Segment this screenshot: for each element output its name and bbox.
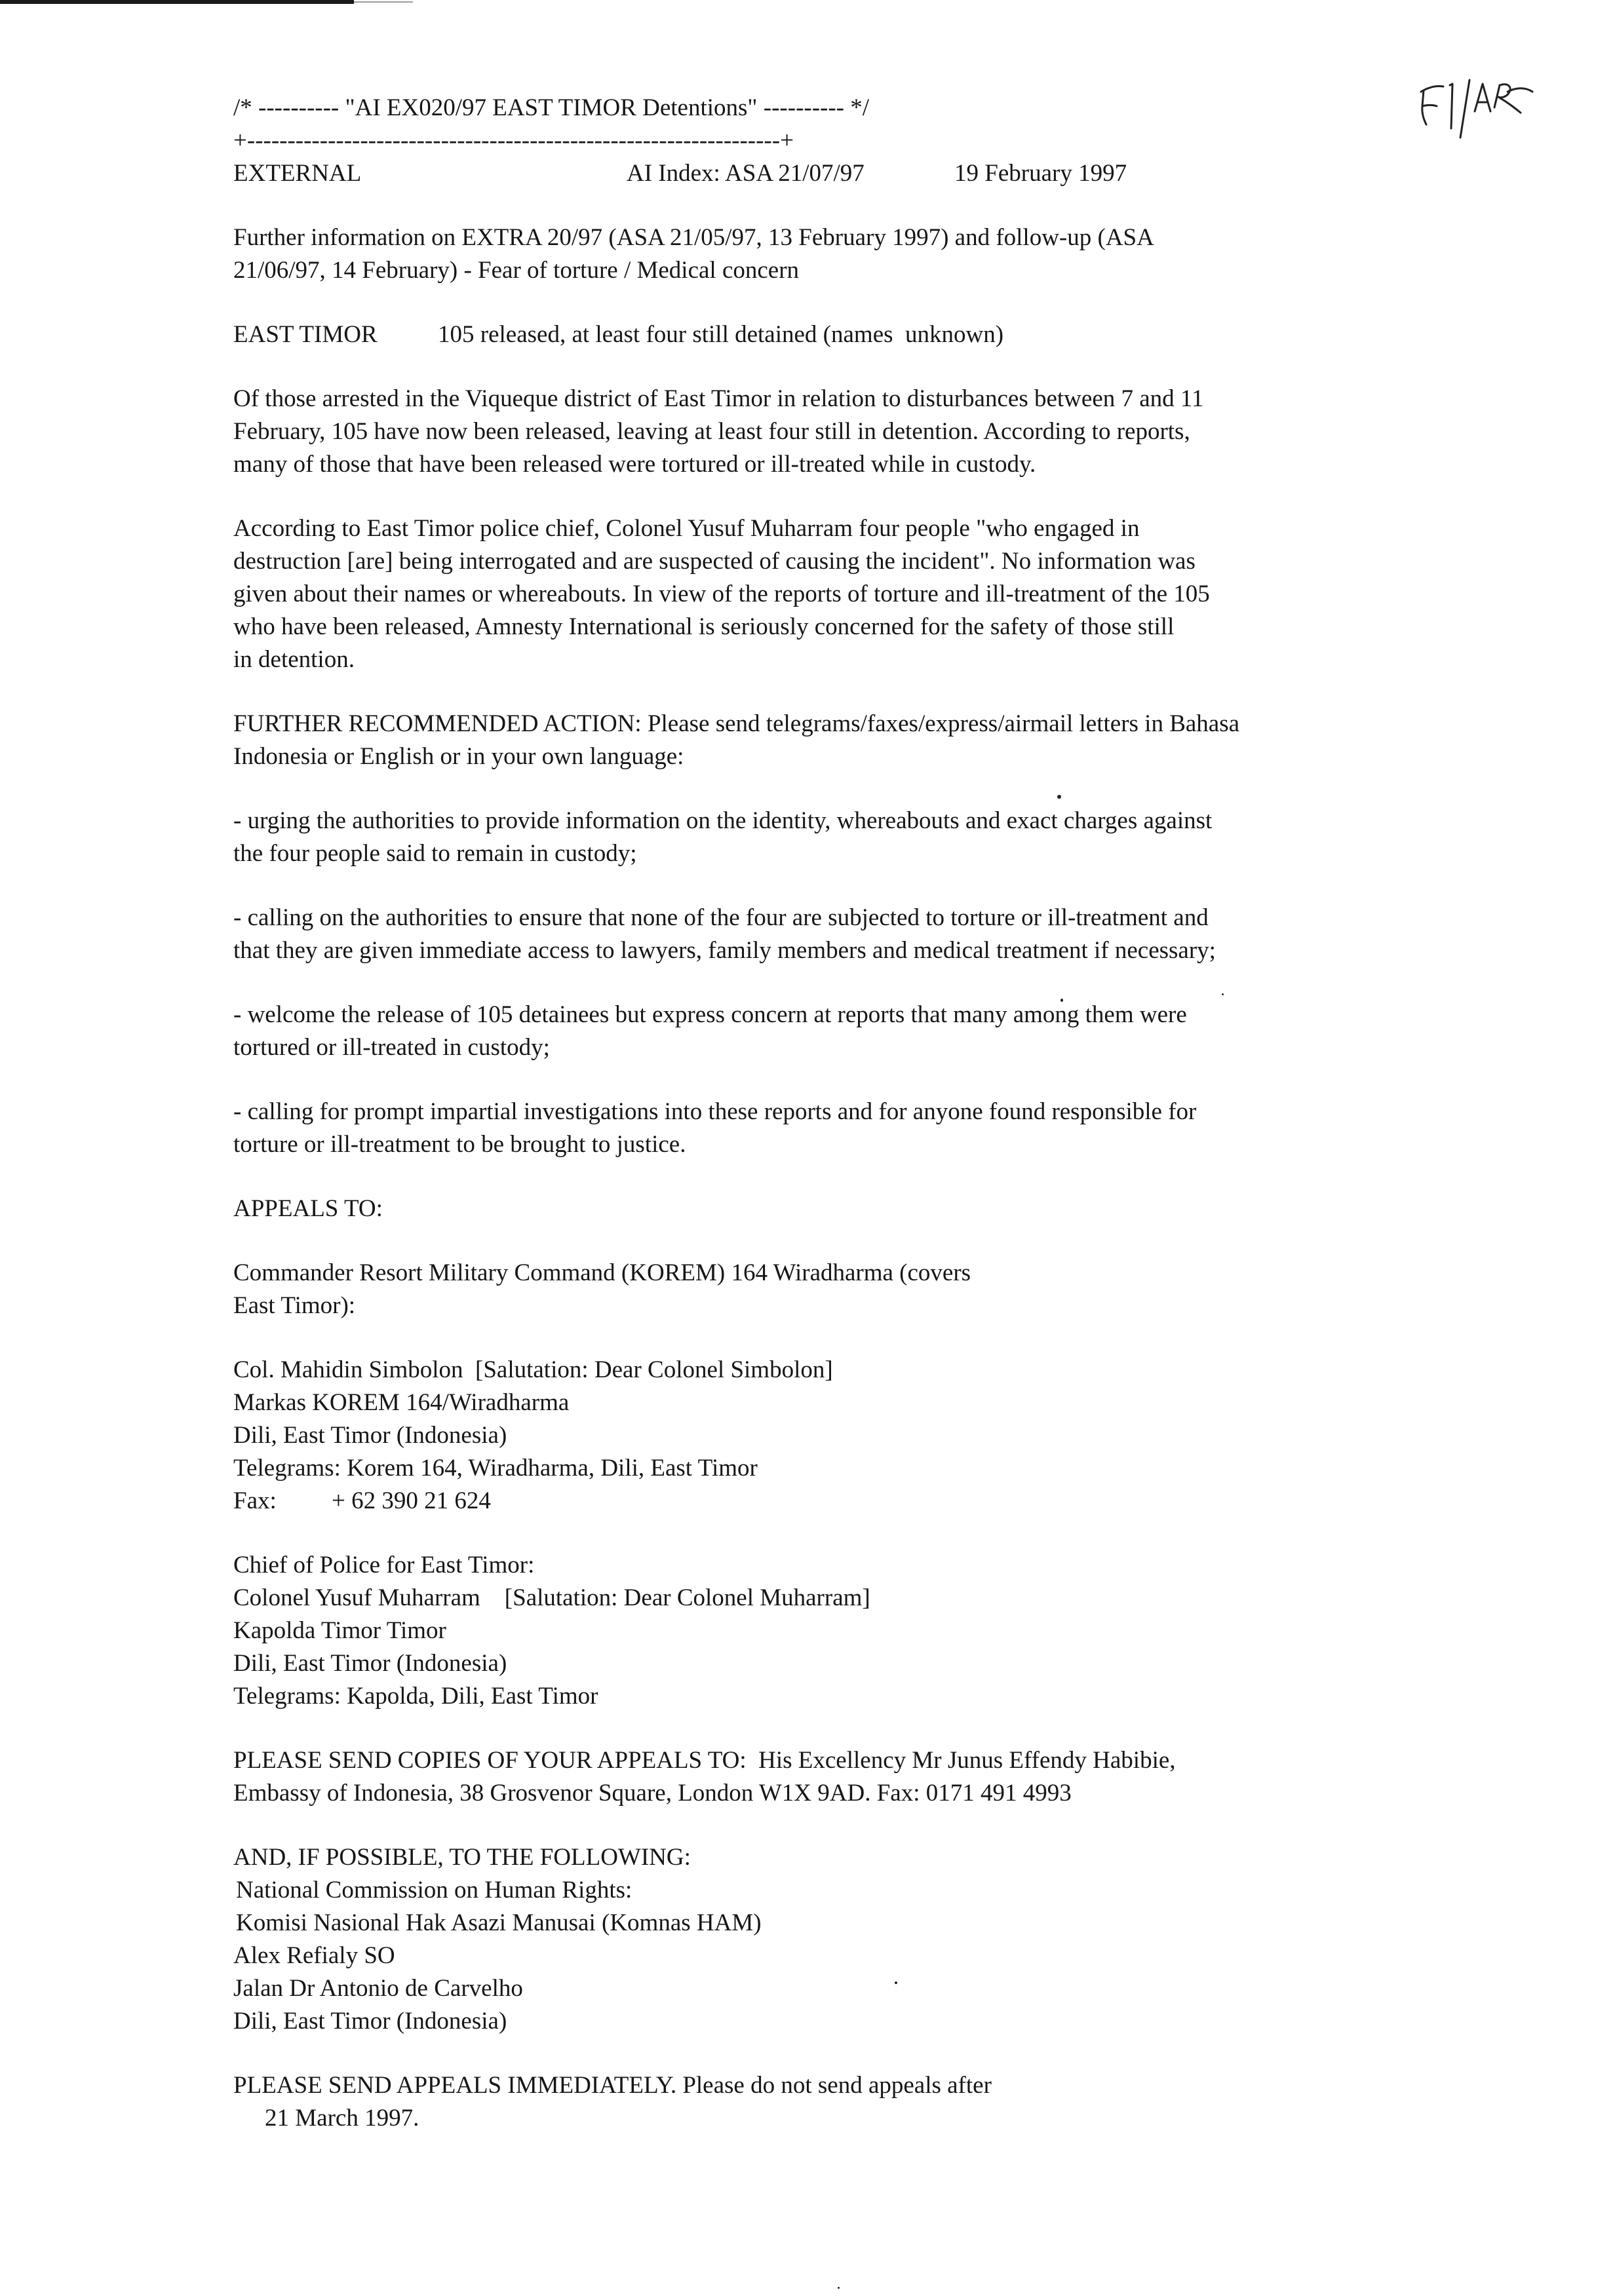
address-line: Chief of Police for East Timor: [233, 1552, 535, 1578]
country-label: EAST TIMOR [233, 321, 378, 348]
action-item-line: - calling for prompt impartial investigations into these reports and for anyone found responsible for [233, 1098, 1197, 1125]
address-line: Markas KOREM 164/Wiradharma [233, 1389, 570, 1416]
action-item-identity [233, 805, 1413, 870]
copies-line: PLEASE SEND COPIES OF YOUR APPEALS TO: His Excellency Mr Junus Effendy Habibie, [233, 1747, 1176, 1774]
commander-intro-line: Commander Resort Military Command (KOREM) 164 Wiradharma (covers [233, 1259, 971, 1286]
body-line: Of those arrested in the Viqueque district of East Timor in relation to disturbances between 7 and 11 [233, 385, 1204, 412]
copies-paragraph [233, 1744, 1413, 1810]
body-paragraph-police-chief [233, 512, 1413, 676]
body-line: given about their names or whereabouts. In view of the reports of torture and ill-treatment of the 105 [233, 581, 1210, 607]
address-line: Dili, East Timor (Indonesia) [233, 1650, 507, 1677]
commander-address [233, 1354, 1413, 1518]
address-line: Col. Mahidin Simbolon [Salutation: Dear Colonel Simbolon] [233, 1356, 833, 1383]
copies-line: Embassy of Indonesia, 38 Grosvenor Square, London W1X 9AD. Fax: 0171 491 4993 [233, 1780, 1072, 1807]
fax-line [233, 1485, 1413, 1518]
header-comment-line: /* ---------- "AI EX020/97 EAST TIMOR Detentions" ---------- */ [233, 94, 870, 121]
action-item-line: tortured or ill-treated in custody; [233, 1034, 550, 1061]
body-line: According to East Timor police chief, Colonel Yusuf Muharram four people "who engaged in [233, 515, 1140, 542]
body-line: February, 105 have now been released, leaving at least four still in detention. According to reports, [233, 418, 1190, 445]
recommended-action [233, 708, 1413, 773]
handwritten-annotation [1409, 66, 1553, 164]
following-line: Alex Refialy SO [233, 1942, 395, 1969]
action-item-welcome-release [233, 999, 1413, 1064]
following-block [233, 1841, 1413, 2038]
body-line: who have been released, Amnesty International is seriously concerned for the safety of those still [233, 613, 1175, 640]
header-rule-line: +------------------------------------------------------------------+ [233, 127, 794, 154]
scan-edge-mark [0, 0, 354, 4]
closing-block [233, 2069, 1413, 2135]
following-line: Komisi Nasional Hak Asazi Manusai (Komnas HAM) [236, 1909, 762, 1936]
body-line: many of those that have been released were tortured or ill-treated while in custody. [233, 451, 1036, 478]
body-paragraph-arrests [233, 383, 1413, 481]
appeals-heading-block [233, 1193, 1413, 1225]
action-item-line: - calling on the authorities to ensure that none of the four are subjected to torture or ill-treatment and [233, 904, 1209, 931]
commander-intro-line: East Timor): [233, 1292, 356, 1319]
country-row [233, 318, 1413, 351]
address-line: Colonel Yusuf Muharram [Salutation: Dear Colonel Muharram] [233, 1584, 870, 1611]
fax-number: + 62 390 21 624 [332, 1487, 491, 1514]
action-item-line: that they are given immediate access to lawyers, family members and medical treatment if necessary; [233, 937, 1216, 964]
body-line: in detention. [233, 646, 355, 673]
action-item-line: - welcome the release of 105 detainees but express concern at reports that many among them were [233, 1001, 1187, 1028]
fax-label: Fax: [233, 1487, 277, 1514]
action-item-no-torture [233, 902, 1413, 967]
action-item-investigations [233, 1096, 1413, 1161]
further-info-paragraph [233, 221, 1413, 287]
following-line: Jalan Dr Antonio de Carvelho [233, 1975, 523, 2002]
address-line: Dili, East Timor (Indonesia) [233, 1422, 507, 1449]
body-line: destruction [are] being interrogated and are suspected of causing the incident". No information was [233, 548, 1196, 575]
scan-speck [838, 2287, 840, 2289]
action-item-line: - urging the authorities to provide information on the identity, whereabouts and exact charges against [233, 807, 1213, 834]
appeals-heading: APPEALS TO: [233, 1195, 383, 1222]
further-info-line: 21/06/97, 14 February) - Fear of torture / Medical concern [233, 257, 800, 284]
address-line: Telegrams: Kapolda, Dili, East Timor [233, 1683, 598, 1710]
commander-intro [233, 1257, 1413, 1322]
country-summary [233, 318, 1413, 351]
address-line: Telegrams: Korem 164, Wiradharma, Dili, East Timor [233, 1455, 758, 1482]
scan-edge-mark-faint [354, 1, 413, 3]
address-line: Kapolda Timor Timor [233, 1617, 446, 1644]
memo-header [233, 92, 1413, 190]
police-address [233, 1549, 1413, 1713]
action-line: FURTHER RECOMMENDED ACTION: Please send telegrams/faxes/express/airmail letters in Bahasa [233, 710, 1240, 737]
distribution-label: EXTERNAL [233, 160, 362, 187]
action-item-line: the four people said to remain in custody; [233, 840, 637, 867]
following-line: Dili, East Timor (Indonesia) [233, 2008, 507, 2035]
memo-content [233, 92, 1413, 2135]
ai-index: AI Index: ASA 21/07/97 [627, 160, 865, 187]
action-item-line: torture or ill-treatment to be brought to justice. [233, 1131, 686, 1158]
following-line: National Commission on Human Rights: [236, 1877, 632, 1904]
country-status: 105 released, at least four still detained (names unknown) [438, 321, 1004, 348]
closing-deadline: 21 March 1997. [265, 2105, 419, 2132]
header-meta-row [233, 157, 1413, 190]
closing-line: PLEASE SEND APPEALS IMMEDIATELY. Please do not send appeals after [233, 2072, 992, 2099]
action-line: Indonesia or English or in your own language: [233, 743, 684, 770]
issue-date: 19 February 1997 [954, 160, 1127, 187]
following-heading: AND, IF POSSIBLE, TO THE FOLLOWING: [233, 1844, 691, 1871]
further-info-line: Further information on EXTRA 20/97 (ASA 21/05/97, 13 February 1997) and follow-up (ASA [233, 224, 1154, 251]
